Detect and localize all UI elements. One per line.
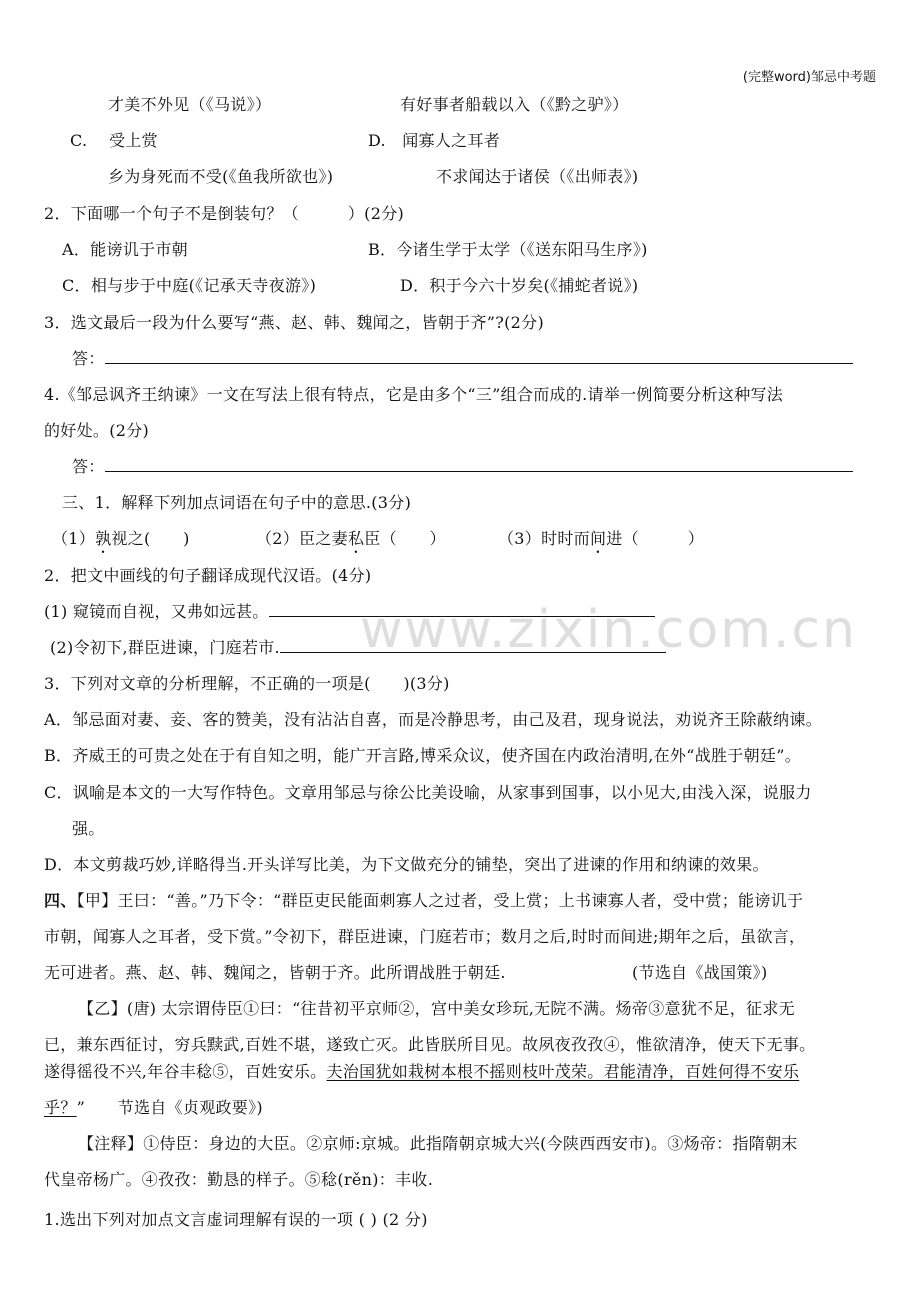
option-line: 乡为身死而不受(《鱼我所欲也》) <box>108 167 334 186</box>
option-c-cont: 强。 <box>72 819 105 838</box>
question-4: 4.《邹忌讽齐王纳谏》一文在写法上很有特点，它是由多个“三”组合而成的.请举一例简要分析这种写法 <box>44 385 784 404</box>
notes-2: 代皇帝杨广。④孜孜：勤恳的样子。⑤稔(rěn)：丰收. <box>44 1170 434 1189</box>
option-d: D．本文剪裁巧妙,详略得当.开头详写比美，为下文做充分的铺垫，突出了进谏的作用和纳谏的效果。 <box>44 855 769 874</box>
question-last: 1.选出下列对加点文言虚词理解有误的一项 ( ) (2 分) <box>44 1210 428 1229</box>
option-b: B．齐威王的可贵之处在于有自知之明，能广开言路,博采众议，使齐国在内政治清明,在外“战胜于朝廷”。 <box>44 746 801 765</box>
answer-line <box>72 349 853 369</box>
option-a: A．能谤讥于市朝 <box>62 240 188 259</box>
answer-blank[interactable] <box>105 349 853 364</box>
section-3-title: 三、1．解释下列加点词语在句子中的意思.(3分) <box>62 493 412 512</box>
answer-label: 答： <box>72 349 105 368</box>
explain-item-3 <box>498 529 704 557</box>
item-prefix: （2）臣之妻 <box>256 529 348 548</box>
item-prefix: （3）时时而 <box>498 529 590 548</box>
option-c: C．相与步于中庭(《记承天寺夜游》) <box>62 276 317 295</box>
option-c: C．讽喻是本文的一大写作特色。文章用邹忌与徐公比美设喻，从家事到国事，以小见大,由浅入深，说服力 <box>44 783 812 802</box>
translate-item-1 <box>44 602 655 622</box>
translate-question: 2．把文中画线的句子翻译成现代汉语。(4分) <box>44 566 372 585</box>
passage-jia-1 <box>44 891 803 911</box>
dotted-word: 间 <box>589 529 607 548</box>
explain-item-2 <box>256 529 446 557</box>
option-d: D．积于今六十岁矣(《捕蛇者说》) <box>400 276 639 295</box>
item-suffix: 进（ ） <box>606 529 705 548</box>
option-b: B．今诸生学于太学（《送东阳马生序》) <box>368 240 648 259</box>
passage-text: 遂得徭役不兴,年谷丰稔⑤，百姓安乐。 <box>44 1062 327 1081</box>
answer-blank[interactable] <box>269 602 655 617</box>
item-suffix: 臣（ ） <box>364 529 446 548</box>
source-note: (节选自《战国策》) <box>632 963 768 982</box>
passage-yi-3 <box>44 1062 799 1082</box>
option-a: A．邹忌面对妻、妾、客的赞美，没有沾沾自喜，而是冷静思考，由己及君，现身说法，劝说齐王除蔽纳谏。 <box>44 710 822 729</box>
section-4-label: 四、 <box>44 891 77 910</box>
option-line: 有好事者船载以入（《黔之驴》） <box>400 95 629 114</box>
answer-line <box>72 457 853 477</box>
item-suffix: 视之( ) <box>111 529 190 548</box>
option-d: D. 闻寡人之耳者 <box>368 131 501 150</box>
explain-item-1 <box>52 529 190 557</box>
translate-item-2 <box>50 638 666 658</box>
sentence: (1) 窥镜而自视，又弗如远甚。 <box>44 602 269 621</box>
passage-yi-4 <box>44 1098 263 1118</box>
passage-text: 【甲】王曰：“善。”乃下令：“群臣吏民能面刺寡人之过者，受上赏；上书谏寡人者，受中赏；能谤讥于 <box>76 891 804 910</box>
sentence: (2)令初下,群臣进谏，门庭若市. <box>50 638 280 657</box>
question-3b: 3．下列对文章的分析理解，不正确的一项是( )(3分) <box>44 674 450 693</box>
passage-yi-2: 已，兼东西征讨，穷兵黩武,百姓不堪，遂致亡灭。此皆朕所目见。故夙夜孜孜④，惟欲清净，使天下无事。 <box>44 1035 816 1054</box>
passage-yi-1: 【乙】(唐) 太宗谓侍臣①曰：“往昔初平京师②，宫中美女珍玩,无院不满。炀帝③意犹不足，征求无 <box>78 999 795 1018</box>
dotted-word: 私 <box>347 529 365 548</box>
notes-1: 【注释】①侍臣：身边的大臣。②京师:京城。此指隋朝京城大兴(今陕西西安市)。③炀帝：指隋朝末 <box>78 1134 798 1153</box>
source-note: ” 节选自《贞观政要》) <box>76 1098 263 1117</box>
underlined-sentence: 夫治国犹如栽树本根不摇则枝叶茂荣。君能清净，百姓何得不安乐 <box>326 1062 800 1081</box>
answer-blank[interactable] <box>105 457 853 472</box>
question-4-cont: 的好处。(2分) <box>44 421 150 440</box>
underlined-sentence: 乎？ <box>44 1098 77 1117</box>
item-prefix: （1） <box>52 529 96 548</box>
answer-label: 答： <box>72 457 105 476</box>
question-3: 3．选文最后一段为什么要写“燕、赵、韩、魏闻之，皆朝于齐”?(2分) <box>44 313 544 332</box>
watermark: www.zixin.com.cn <box>360 600 857 660</box>
answer-blank[interactable] <box>280 638 666 653</box>
passage-jia-3: 无可进者。燕、赵、韩、魏闻之，皆朝于齐。此所谓战胜于朝廷. <box>44 963 506 982</box>
option-line: 才美不外见（《马说》） <box>108 95 272 114</box>
page-header: (完整word)邹忌中考题 <box>742 70 876 85</box>
passage-jia-2: 市朝，闻寡人之耳者，受下赏。”令初下，群臣进谏，门庭若市；数月之后,时时而间进;期年之后，虽欲言， <box>44 927 806 946</box>
question-2: 2．下面哪一个句子不是倒装句？（ ）(2分) <box>44 204 405 223</box>
option-line: 不求闻达于诸侯（《出师表》) <box>436 167 639 186</box>
option-c: C. 受上赏 <box>70 131 158 150</box>
dotted-word: 孰 <box>95 529 112 548</box>
